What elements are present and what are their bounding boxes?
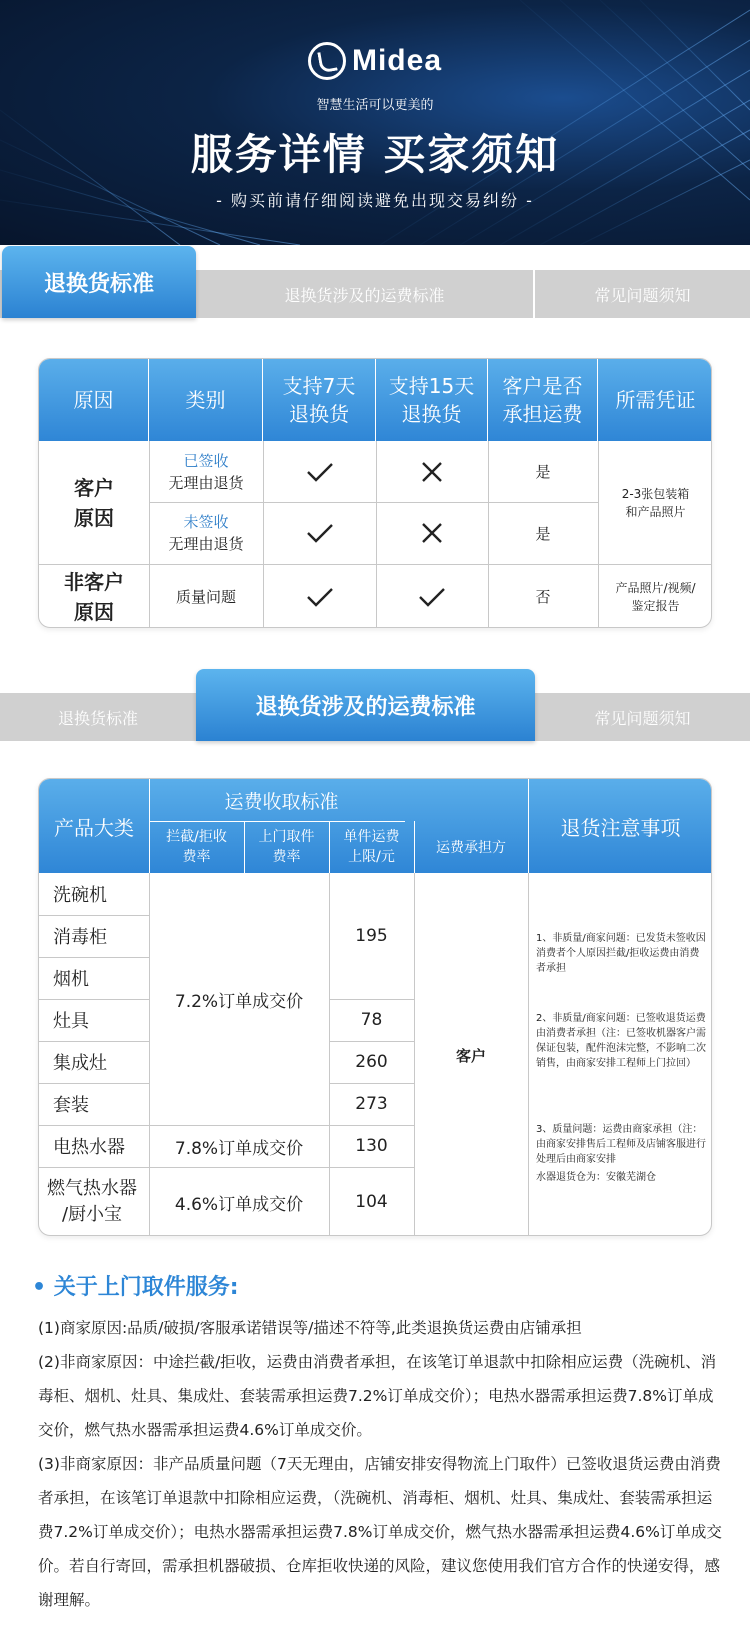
cross-icon <box>376 502 488 564</box>
fee-limit-value: 104 <box>355 1192 388 1212</box>
product-gas-water-heater: 燃气热水器 /厨小宝 <box>47 1178 137 1225</box>
midea-logo <box>0 42 750 84</box>
reason-customer: 客户 原因 <box>74 475 114 530</box>
status-tag-signed: 已签收 <box>183 451 229 470</box>
fee-limit-value: 130 <box>355 1136 388 1156</box>
header-notes: 退货注意事项 <box>560 815 681 840</box>
shipping-fee-table <box>38 778 712 1236</box>
product-electric-water-heater: 电热水器 <box>53 1137 125 1158</box>
header-reason: 原因 <box>39 359 149 441</box>
brand-name: Midea <box>351 44 443 77</box>
tab-return-standard-active[interactable]: 退换货标准 <box>2 246 196 318</box>
header-intercept-rate: 拦截/拒收 费率 <box>166 829 227 865</box>
product-disinfection-cabinet: 消毒柜 <box>53 927 107 948</box>
header-category: 类别 <box>149 359 263 441</box>
tab-shipping-standard[interactable]: 退换货涉及的运费标准 <box>284 285 445 305</box>
header-fee-limit: 单件运费 上限/元 <box>343 829 400 865</box>
pickup-service-title: • 关于上门取件服务: <box>32 1275 239 1300</box>
rate-group-7-8: 7.8%订单成交价 <box>174 1138 304 1159</box>
return-standard-table <box>38 358 712 628</box>
fee-limit-value: 273 <box>355 1094 388 1114</box>
header-proof: 所需凭证 <box>615 388 696 412</box>
freight-yes: 是 <box>535 463 551 481</box>
reason-noncustomer: 非客户 原因 <box>64 569 124 624</box>
return-note-1: 1、非质量/商家问题：已发货未签收因消费者个人原因拦截/拒收运费由消费者承担 <box>536 933 706 974</box>
header-product: 产品大类 <box>54 815 134 840</box>
pickup-note-2: (2)非商家原因：中途拦截/拒收，运费由消费者承担，在该笔订单退款中扣除相应运费（洗碗机、消毒柜、烟机、灶具、集成灶、套装需承担运费7.2%订单成交价）；电热水器需承担运费7.8%订单成交价，燃气热水器需承担运费4.6%订单成交价。 <box>38 1353 717 1439</box>
cross-icon <box>376 441 488 502</box>
pickup-note-3: (3)非商家原因：非产品质量问题（7天无理由，店铺安排安得物流上门取件）已签收退货运费由消费者承担，在该笔订单退款中扣除相应运费，（洗碗机、消毒柜、烟机、灶具、集成灶、套装需承担运费7.2%订单成交价）；电热水器需承担运费7.8%订单成交价，燃气热水器需承担运费4.6%订单成交价。若自行寄回，需承担机器破损、仓库拒收快递的风险，建议您使用我们官方合作的快递安得，感谢理解。 <box>38 1455 722 1609</box>
check-icon <box>263 502 376 564</box>
rate-group-7-2: 7.2%订单成交价 <box>174 991 304 1012</box>
fee-limit-value: 260 <box>355 1052 388 1072</box>
tab-faq[interactable]: 常见问题须知 <box>594 708 691 728</box>
grid-line <box>528 873 529 1236</box>
page-title: 服务详情 买家须知 <box>190 130 560 179</box>
product-stove: 灶具 <box>53 1011 89 1032</box>
fee-limit-value: 195 <box>355 926 388 946</box>
rate-group-4-6: 4.6%订单成交价 <box>174 1194 304 1215</box>
midea-logo-mark-icon <box>308 42 346 80</box>
brand-slogan: 智慧生活可以更美的 <box>316 98 434 113</box>
check-icon <box>376 564 488 628</box>
category-quality: 质量问题 <box>175 587 236 606</box>
product-integrated-stove: 集成灶 <box>53 1053 107 1074</box>
product-set: 套装 <box>53 1095 89 1116</box>
tab-faq[interactable]: 常见问题须知 <box>594 285 691 305</box>
product-dishwasher: 洗碗机 <box>53 885 107 906</box>
freight-no: 否 <box>535 588 551 606</box>
header-fee-standard: 运费收取标准 <box>224 790 339 813</box>
check-icon <box>263 441 376 502</box>
category-signed <box>149 441 263 502</box>
header-pickup-rate: 上门取件 费率 <box>258 829 315 865</box>
proof-customer: 2-3张包装箱 和产品照片 <box>621 486 690 519</box>
tab-return-standard[interactable]: 退换货标准 <box>57 708 138 728</box>
header-15day: 支持15天 退换货 <box>376 359 488 441</box>
return-note-3: 3、质量问题：运费由商家承担（注：由商家安排售后工程师及店铺客服进行处理后由商家安排 <box>536 1124 706 1165</box>
category-label: 无理由退货 <box>168 473 244 492</box>
check-icon <box>263 564 376 628</box>
status-tag-unsigned: 未签收 <box>183 513 229 531</box>
tab-shipping-standard-active[interactable]: 退换货涉及的运费标准 <box>196 669 535 741</box>
header-bearer: 运费承担方 <box>436 840 506 856</box>
proof-noncustomer: 产品照片/视频/ 鉴定报告 <box>615 580 696 613</box>
header-freight-bearer: 客户是否 承担运费 <box>488 359 598 441</box>
header-7day: 支持7天 退换货 <box>263 359 376 441</box>
fee-bearer: 客户 <box>455 1046 486 1065</box>
return-note-4: 水器退货仓为：安徽芜湖仓 <box>536 1172 656 1183</box>
pickup-note-1: (1)商家原因:品质/破损/客服承诺错误等/描述不符等,此类退换货运费由店铺承担 <box>38 1319 582 1337</box>
product-range-hood: 烟机 <box>53 969 89 990</box>
header-banner <box>0 0 750 245</box>
return-note-2: 2、非质量/商家问题：已签收退货运费由消费者承担（注：已签收机器客户需保证包装，配件泡沫完整，不影响二次销售，由商家安排工程师上门拉回） <box>536 1013 706 1069</box>
fee-limit-value: 78 <box>360 1010 383 1030</box>
page-subtitle: - 购买前请仔细阅读避免出现交易纠纷 - <box>216 191 534 210</box>
category-unsigned <box>149 502 263 564</box>
freight-yes: 是 <box>535 524 551 543</box>
category-label: 无理由退货 <box>168 535 244 553</box>
